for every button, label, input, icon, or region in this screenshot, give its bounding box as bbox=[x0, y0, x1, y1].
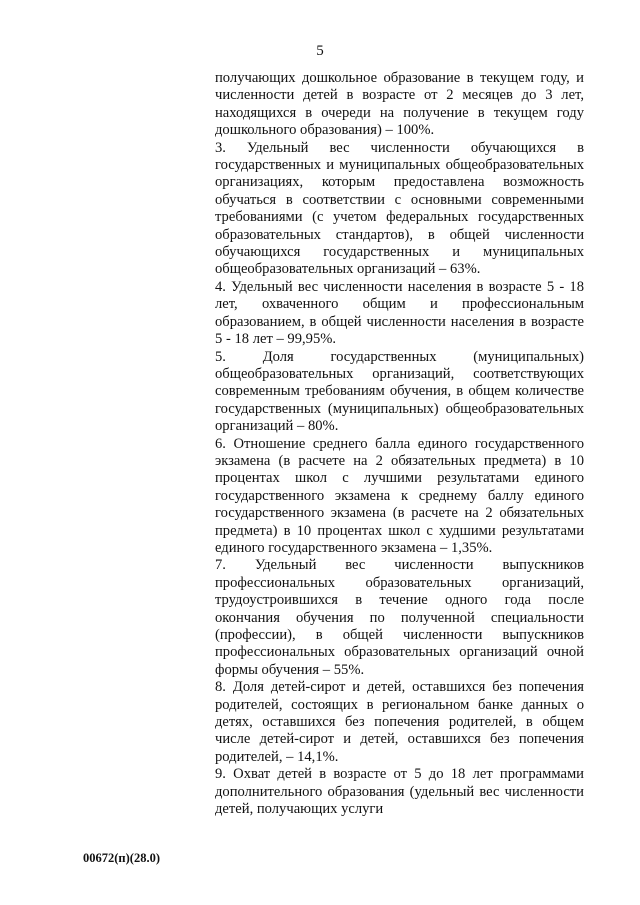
paragraph-item-6: 6. Отношение среднего балла единого государственного экзамена (в расчете на 2 обязательных предмета) в 10 процентах школ с лучшими результатами единого государственного экзамена к среднему баллу единого государственного экзамена (в расчете на 2 обязательных предмета) в 10 процентах школ с худшими результатами единого государственного экзамена – 1,35%. bbox=[215, 435, 584, 556]
page-number: 5 bbox=[316, 43, 324, 59]
paragraph-continuation: получающих дошкольное образование в текущем году, и численности детей в возрасте от 2 месяцев до 3 лет, находящихся в очереди на получение в текущем году дошкольного образования) – 100%. bbox=[215, 70, 584, 139]
text-body bbox=[215, 70, 584, 818]
paragraph-item-9: 9. Охват детей в возрасте от 5 до 18 лет программами дополнительного образования (удельный вес численности детей, получающих услуги bbox=[215, 766, 584, 818]
paragraph-item-4: 4. Удельный вес численности населения в возрасте 5 - 18 лет, охваченного общим и профессиональным образованием, в общей численности населения в возрасте 5 - 18 лет – 99,95%. bbox=[215, 278, 584, 348]
paragraph-item-5: 5. Доля государственных (муниципальных) общеобразовательных организаций, соответствующих современным требованиям обучения, в общем количестве государственных (муниципальных) общеобразовательных организаций – 80%. bbox=[215, 348, 584, 435]
paragraph-item-8: 8. Доля детей-сирот и детей, оставшихся без попечения родителей, состоящих в региональном банке данных о детях, оставшихся без попечения родителей, в общем числе детей-сирот и детей, оставшихся без попечения родителей, – 14,1%. bbox=[215, 679, 584, 765]
document-code: 00672(п)(28.0) bbox=[83, 851, 160, 865]
paragraph-item-7: 7. Удельный вес численности выпускников профессиональных образовательных организаций, трудоустроившихся в течение одного года после окончания обучения по полученной специальности (профессии), в общей численности выпускников профессиональных образовательных организаций очной формы обучения – 55%. bbox=[215, 557, 584, 678]
paragraph-item-3: 3. Удельный вес численности обучающихся в государственных и муниципальных общеобразовательных организациях, которым предоставлена возможность обучаться в соответствии с основными современными требованиями (с учетом федеральных государственных образовательных стандартов), в общей численности обучающихся государственных и муниципальных общеобразовательных организаций – 63%. bbox=[215, 139, 584, 278]
